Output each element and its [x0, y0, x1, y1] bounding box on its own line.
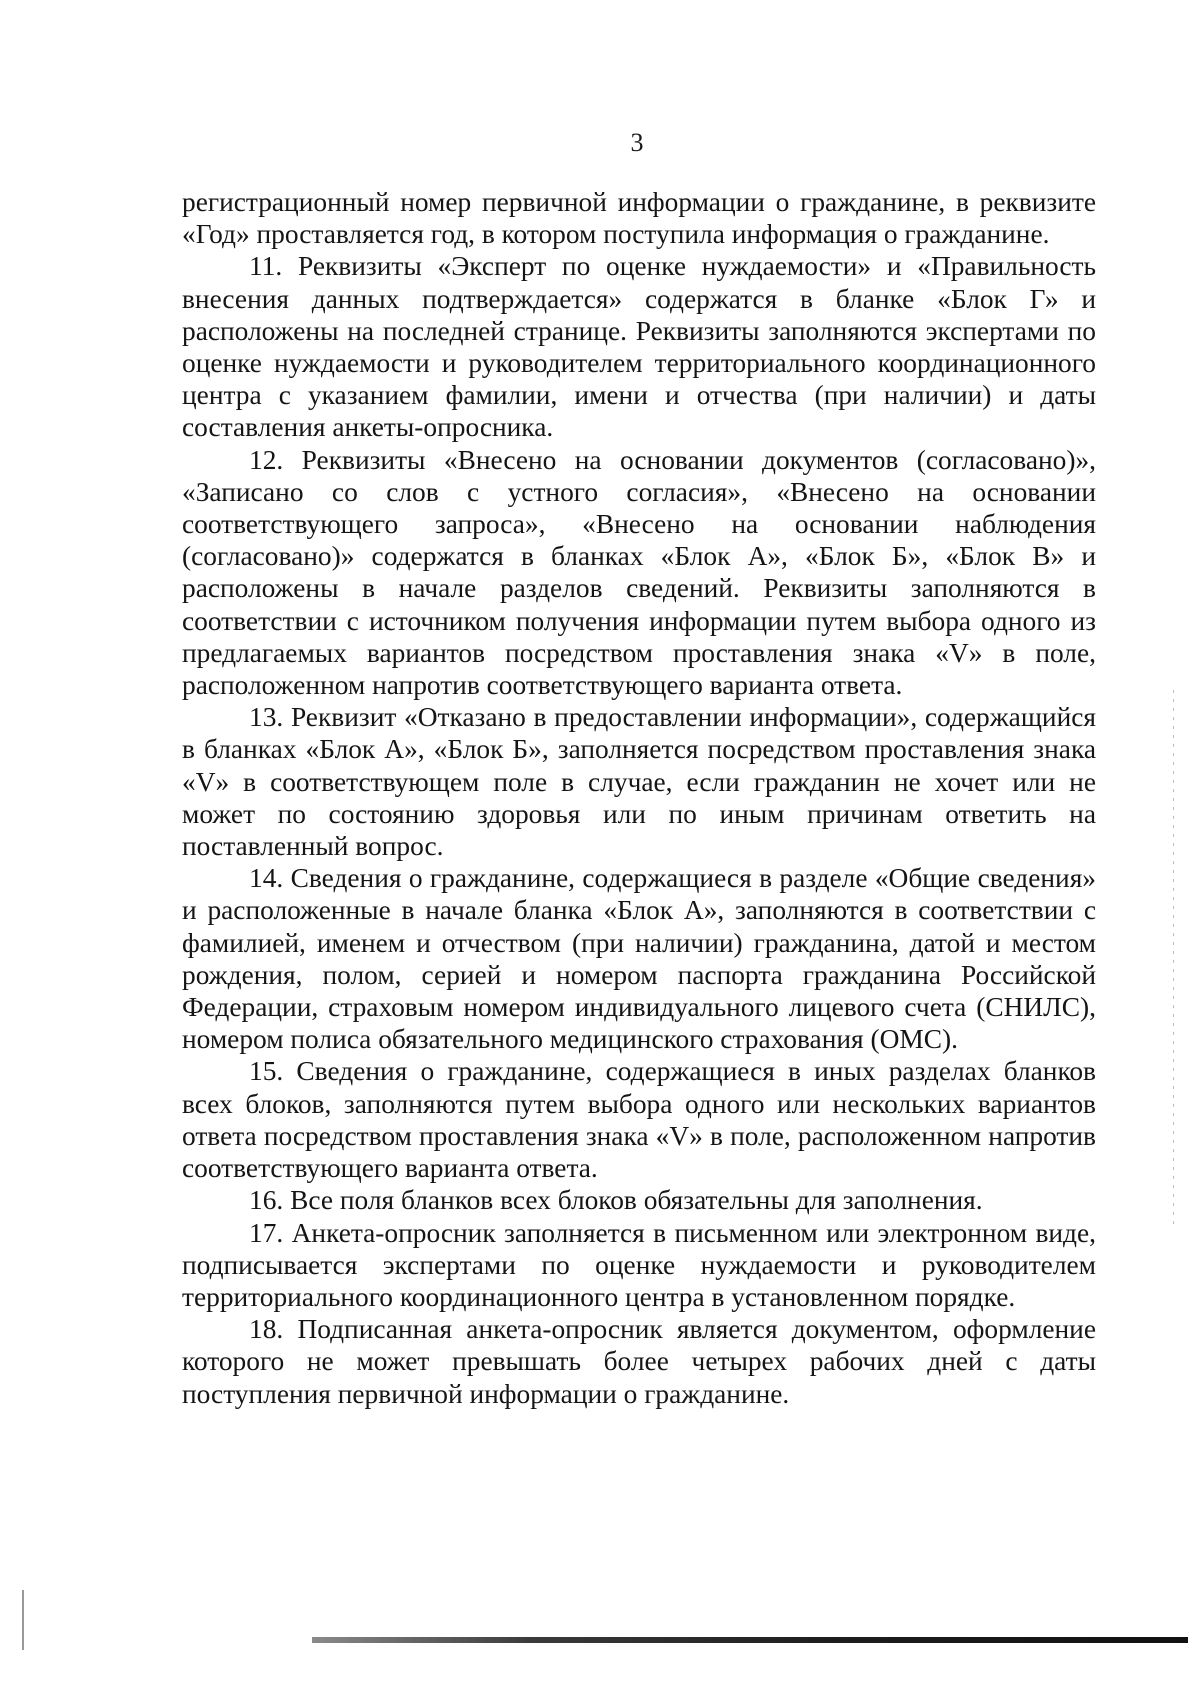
paragraph-12: 12. Реквизиты «Внесено на основании документов (согласовано)», «Записано со слов с устного согласия», «Внесено на основании соответствующего запроса», «Внесено на основании наблюдения (согласовано)» содержатся в бланках «Блок А», «Блок Б», «Блок В» и расположены в начале разделов сведений. Реквизиты заполняются в соответствии с источником получения информации путем выбора одного из предлагаемых вариантов посредством проставления знака «V» в поле, расположенном напротив соответствующего варианта ответа.	[182, 444, 1096, 701]
page-number: 3	[630, 128, 644, 157]
paragraph-13: 13. Реквизит «Отказано в предоставлении информации», содержащийся в бланках «Блок А», «Блок Б», заполняется посредством проставления знака «V» в соответствующем поле в случае, если гражданин не хочет или не может по состоянию здоровья или по иным причинам ответить на поставленный вопрос.	[182, 702, 1096, 862]
paragraph-14: 14. Сведения о гражданине, содержащиеся в разделе «Общие сведения» и расположенные в начале бланка «Блок А», заполняются в соответствии с фамилией, именем и отчеством (при наличии) гражданина, датой и местом рождения, полом, серией и номером паспорта гражданина Российской Федерации, страховым номером индивидуального лицевого счета (СНИЛС), номером полиса обязательного медицинского страхования (ОМС).	[182, 863, 1096, 1055]
bottom-scan-edge	[312, 1637, 1188, 1643]
paragraph-17: 17. Анкета-опросник заполняется в письменном или электронном виде, подписывается экспертами по оценке нуждаемости и руководителем территориального координационного центра в установленном порядке.	[182, 1217, 1096, 1312]
paragraph-16: 16. Все поля бланков всех блоков обязательны для заполнения.	[249, 1185, 983, 1216]
scan-artifact-line	[1173, 690, 1174, 1230]
scan-artifact-mark	[22, 1590, 24, 1650]
paragraph-18: 18. Подписанная анкета-опросник является документом, оформление которого не может превышать более четырех рабочих дней с даты поступления первичной информации о гражданине.	[182, 1314, 1096, 1409]
document-body	[182, 186, 1096, 1410]
paragraph-15: 15. Сведения о гражданине, содержащиеся в иных разделах бланков всех блоков, заполняются путем выбора одного или нескольких вариантов ответа посредством проставления знака «V» в поле, расположенном напротив соответствующего варианта ответа.	[182, 1056, 1096, 1184]
paragraph-11: 11. Реквизиты «Эксперт по оценке нуждаемости» и «Правильность внесения данных подтверждается» содержатся в бланке «Блок Г» и расположены на последней странице. Реквизиты заполняются экспертами по оценке нуждаемости и руководителем территориального координационного центра с указанием фамилии, имени и отчества (при наличии) и даты составления анкеты-опросника.	[182, 251, 1096, 443]
paragraph-continuation: регистрационный номер первичной информации о гражданине, в реквизите «Год» проставляется год, в котором поступила информация о гражданине.	[182, 187, 1096, 250]
